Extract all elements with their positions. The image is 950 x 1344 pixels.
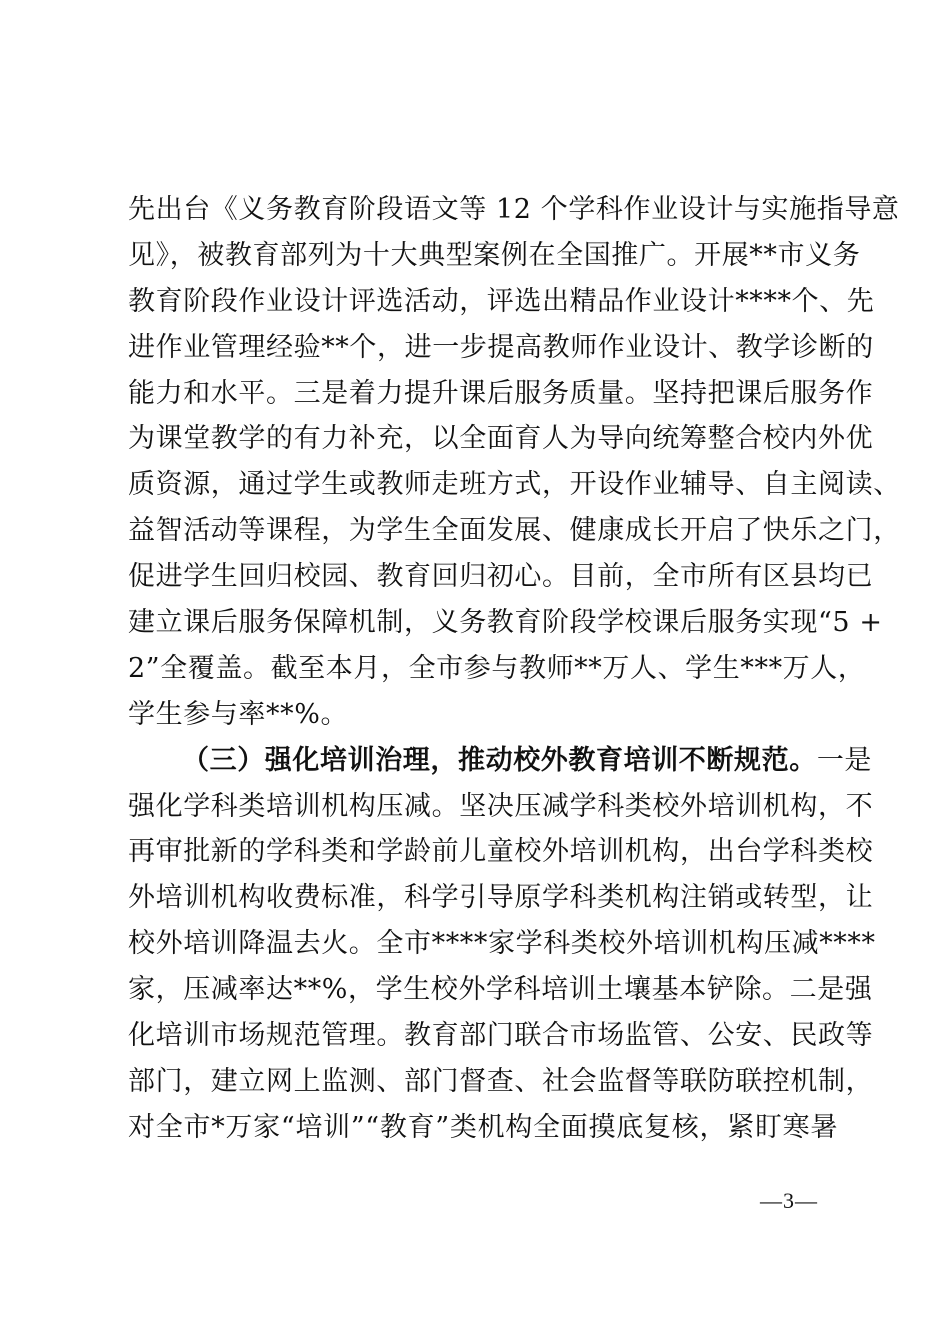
text-line: 2”全覆盖。截至本月，全市参与教师**万人、学生***万人， [128, 652, 866, 684]
text-line: 见》，被教育部列为十大典型案例在全国推广。开展**市义务 [128, 239, 861, 271]
text-line: 校外培训降温去火。全市****家学科类校外培训机构压减**** [128, 928, 876, 960]
text-line: 建立课后服务保障机制，义务教育阶段学校课后服务实现“5 + [128, 607, 883, 639]
body-text [128, 187, 901, 1151]
text-line: 部门，建立网上监测、部门督查、社会监督等联防联控机制， [128, 1065, 874, 1097]
section-heading-rest: 一是 [816, 744, 873, 776]
text-line: 能力和水平。三是着力提升课后服务质量。坚持把课后服务作 [128, 377, 874, 409]
text-line: 进作业管理经验**个，进一步提高教师作业设计、教学诊断的 [128, 331, 874, 363]
text-line: 对全市*万家“培训”“教育”类机构全面摸底复核，紧盯寒暑 [128, 1111, 838, 1143]
section-heading-line [128, 738, 873, 784]
page-number: —3— [760, 1188, 818, 1213]
section-heading: （三）强化培训治理，推动校外教育培训不断规范。 [182, 744, 817, 776]
text-line: 学生参与率**%。 [128, 698, 349, 730]
text-line: 家，压减率达**%，学生校外学科培训土壤基本铲除。二是强 [128, 974, 873, 1006]
text-line: 外培训机构收费标准，科学引导原学科类机构注销或转型，让 [128, 882, 874, 914]
text-line: 质资源，通过学生或教师走班方式，开设作业辅导、自主阅读、 [128, 469, 901, 501]
text-line: 为课堂教学的有力补充，以全面育人为导向统筹整合校内外优 [128, 423, 874, 455]
text-line: 再审批新的学科类和学龄前儿童校外培训机构，出台学科类校 [128, 836, 874, 868]
text-line: 化培训市场规范管理。教育部门联合市场监管、公安、民政等 [128, 1020, 874, 1052]
text-line: 促进学生回归校园、教育回归初心。目前，全市所有区县均已 [128, 561, 874, 593]
text-line: 益智活动等课程，为学生全面发展、健康成长开启了快乐之门， [128, 515, 901, 547]
text-line: 教育阶段作业设计评选活动，评选出精品作业设计****个、先 [128, 285, 875, 317]
text-line: 强化学科类培训机构压减。坚决压减学科类校外培训机构，不 [128, 790, 874, 822]
text-line: 先出台《义务教育阶段语文等 12 个学科作业设计与实施指导意 [128, 194, 900, 225]
